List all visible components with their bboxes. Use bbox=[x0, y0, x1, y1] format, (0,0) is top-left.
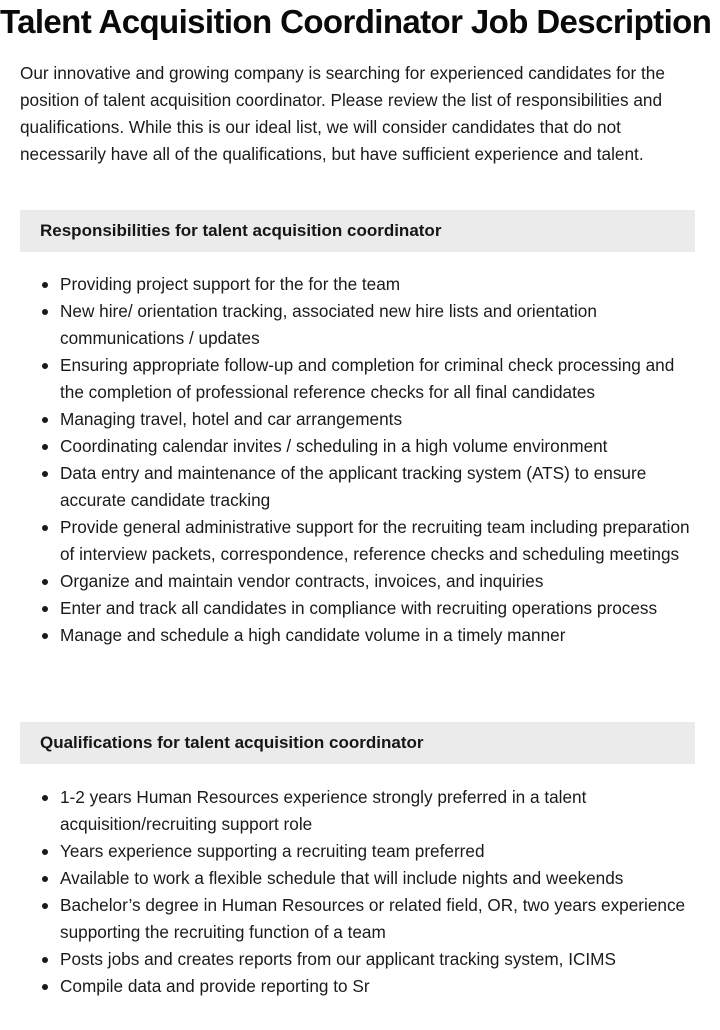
bullet-icon bbox=[42, 984, 48, 990]
list-item-text: Ensuring appropriate follow-up and completion for criminal check processing and the completion of professional reference checks for all final candidates bbox=[60, 355, 675, 402]
list-item bbox=[60, 271, 696, 298]
responsibilities-list bbox=[20, 271, 696, 649]
list-item-text: Manage and schedule a high candidate volume in a timely manner bbox=[60, 625, 566, 645]
list-item-text: Enter and track all candidates in compliance with recruiting operations process bbox=[60, 598, 658, 618]
list-item-text: New hire/ orientation tracking, associated new hire lists and orientation communications / updates bbox=[60, 301, 597, 348]
bullet-icon bbox=[42, 417, 48, 423]
bullet-icon bbox=[42, 444, 48, 450]
list-item bbox=[60, 946, 696, 973]
bullet-icon bbox=[42, 876, 48, 882]
list-item bbox=[60, 406, 696, 433]
list-item-text: Organize and maintain vendor contracts, invoices, and inquiries bbox=[60, 571, 544, 591]
bullet-icon bbox=[42, 579, 48, 585]
list-item-text: Bachelor’s degree in Human Resources or related field, OR, two years experience supporting the recruiting function of a team bbox=[60, 895, 686, 942]
list-item bbox=[60, 865, 696, 892]
list-item bbox=[60, 622, 696, 649]
list-item bbox=[60, 595, 696, 622]
list-item-text: Managing travel, hotel and car arrangements bbox=[60, 409, 403, 429]
list-item bbox=[60, 433, 696, 460]
list-item-text: 1-2 years Human Resources experience strongly preferred in a talent acquisition/recruiting support role bbox=[60, 787, 587, 834]
qualifications-list bbox=[20, 784, 696, 1000]
list-item-text: Compile data and provide reporting to Sr bbox=[60, 976, 370, 996]
bullet-icon bbox=[42, 795, 48, 801]
list-item bbox=[60, 460, 696, 514]
list-item-text: Coordinating calendar invites / scheduling in a high volume environment bbox=[60, 436, 608, 456]
list-item bbox=[60, 838, 696, 865]
qualifications-heading: Qualifications for talent acquisition coordinator bbox=[20, 722, 695, 764]
list-item bbox=[60, 973, 696, 1000]
bullet-icon bbox=[42, 849, 48, 855]
list-item bbox=[60, 352, 696, 406]
list-item bbox=[60, 514, 696, 568]
bullet-icon bbox=[42, 633, 48, 639]
list-item-text: Years experience supporting a recruiting team preferred bbox=[60, 841, 485, 861]
bullet-icon bbox=[42, 309, 48, 315]
list-item bbox=[60, 568, 696, 595]
list-item-text: Available to work a flexible schedule that will include nights and weekends bbox=[60, 868, 624, 888]
intro-paragraph: Our innovative and growing company is searching for experienced candidates for the position of talent acquisition coordinator. Please review the list of responsibilities and qualifications. While this is our ideal list, we will consider candidates that do not necessarily have all of the qualifications, but have sufficient experience and talent. bbox=[20, 63, 665, 164]
bullet-icon bbox=[42, 471, 48, 477]
list-item-text: Provide general administrative support for the recruiting team including preparation of interview packets, correspondence, reference checks and scheduling meetings bbox=[60, 517, 690, 564]
list-item-text: Data entry and maintenance of the applicant tracking system (ATS) to ensure accurate candidate tracking bbox=[60, 463, 647, 510]
responsibilities-heading: Responsibilities for talent acquisition coordinator bbox=[20, 210, 695, 252]
list-item bbox=[60, 298, 696, 352]
page-title: Talent Acquisition Coordinator Job Description bbox=[0, 3, 712, 40]
bullet-icon bbox=[42, 606, 48, 612]
bullet-icon bbox=[42, 282, 48, 288]
list-item bbox=[60, 892, 696, 946]
bullet-icon bbox=[42, 363, 48, 369]
list-item-text: Posts jobs and creates reports from our applicant tracking system, ICIMS bbox=[60, 949, 616, 969]
bullet-icon bbox=[42, 903, 48, 909]
list-item-text: Providing project support for the for the team bbox=[60, 274, 401, 294]
bullet-icon bbox=[42, 525, 48, 531]
list-item bbox=[60, 784, 696, 838]
bullet-icon bbox=[42, 957, 48, 963]
